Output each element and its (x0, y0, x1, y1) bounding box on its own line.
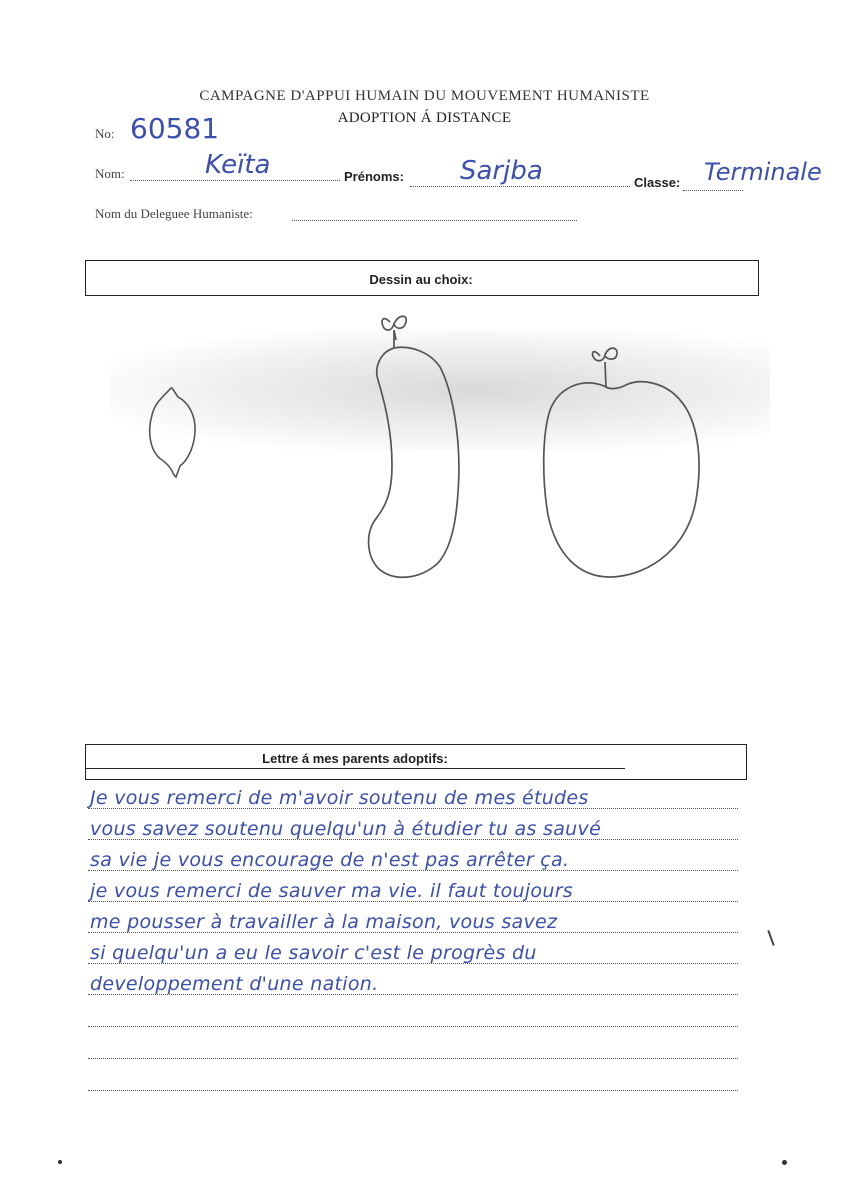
letter-text-line: je vous remerci de sauver ma vie. il faut toujours (90, 880, 574, 902)
letter-text-line: si quelqu'un a eu le savoir c'est le progrès du (90, 942, 537, 964)
letter-dotted-line (88, 1058, 738, 1059)
scan-speck (782, 1160, 787, 1165)
nom-value: Keïta (205, 150, 271, 180)
letter-text-line: sa vie je vous encourage de n'est pas arrêter ça. (90, 849, 570, 871)
letter-text-line: developpement d'une nation. (90, 973, 379, 995)
nom-label: Nom: (95, 166, 125, 181)
letter-dotted-line (88, 1026, 738, 1027)
delegue-label: Nom du Deleguee Humaniste: (95, 206, 253, 221)
letter-text-line: me pousser à travailler à la maison, vous savez (90, 911, 558, 933)
no-label: No: (95, 126, 115, 141)
classe-value: Terminale (704, 158, 822, 186)
prenoms-value: Sarjba (460, 156, 543, 186)
letter-title-underline (85, 768, 625, 769)
apple-drawing (544, 348, 699, 577)
classe-label: Classe: (634, 175, 681, 190)
letter-dotted-line (88, 1090, 738, 1091)
scan-speck (58, 1160, 62, 1164)
lemon-drawing (150, 388, 195, 477)
banana-drawing (369, 316, 459, 577)
header-campaign-title: CAMPAGNE D'APPUI HUMAIN DU MOUVEMENT HUMANISTE (199, 88, 650, 104)
letter-section-title: Lettre á mes parents adoptifs: (262, 751, 448, 766)
letter-text-line: Je vous remerci de m'avoir soutenu de mes études (90, 787, 589, 809)
prenoms-label: Prénoms: (344, 169, 404, 184)
letter-text-line: vous savez soutenu quelqu'un à étudier tu as sauvé (90, 818, 602, 840)
drawing-section-title: Dessin au choix: (369, 272, 473, 287)
no-value: 60581 (130, 112, 220, 145)
header-adoption-title: ADOPTION Á DISTANCE (337, 110, 512, 126)
